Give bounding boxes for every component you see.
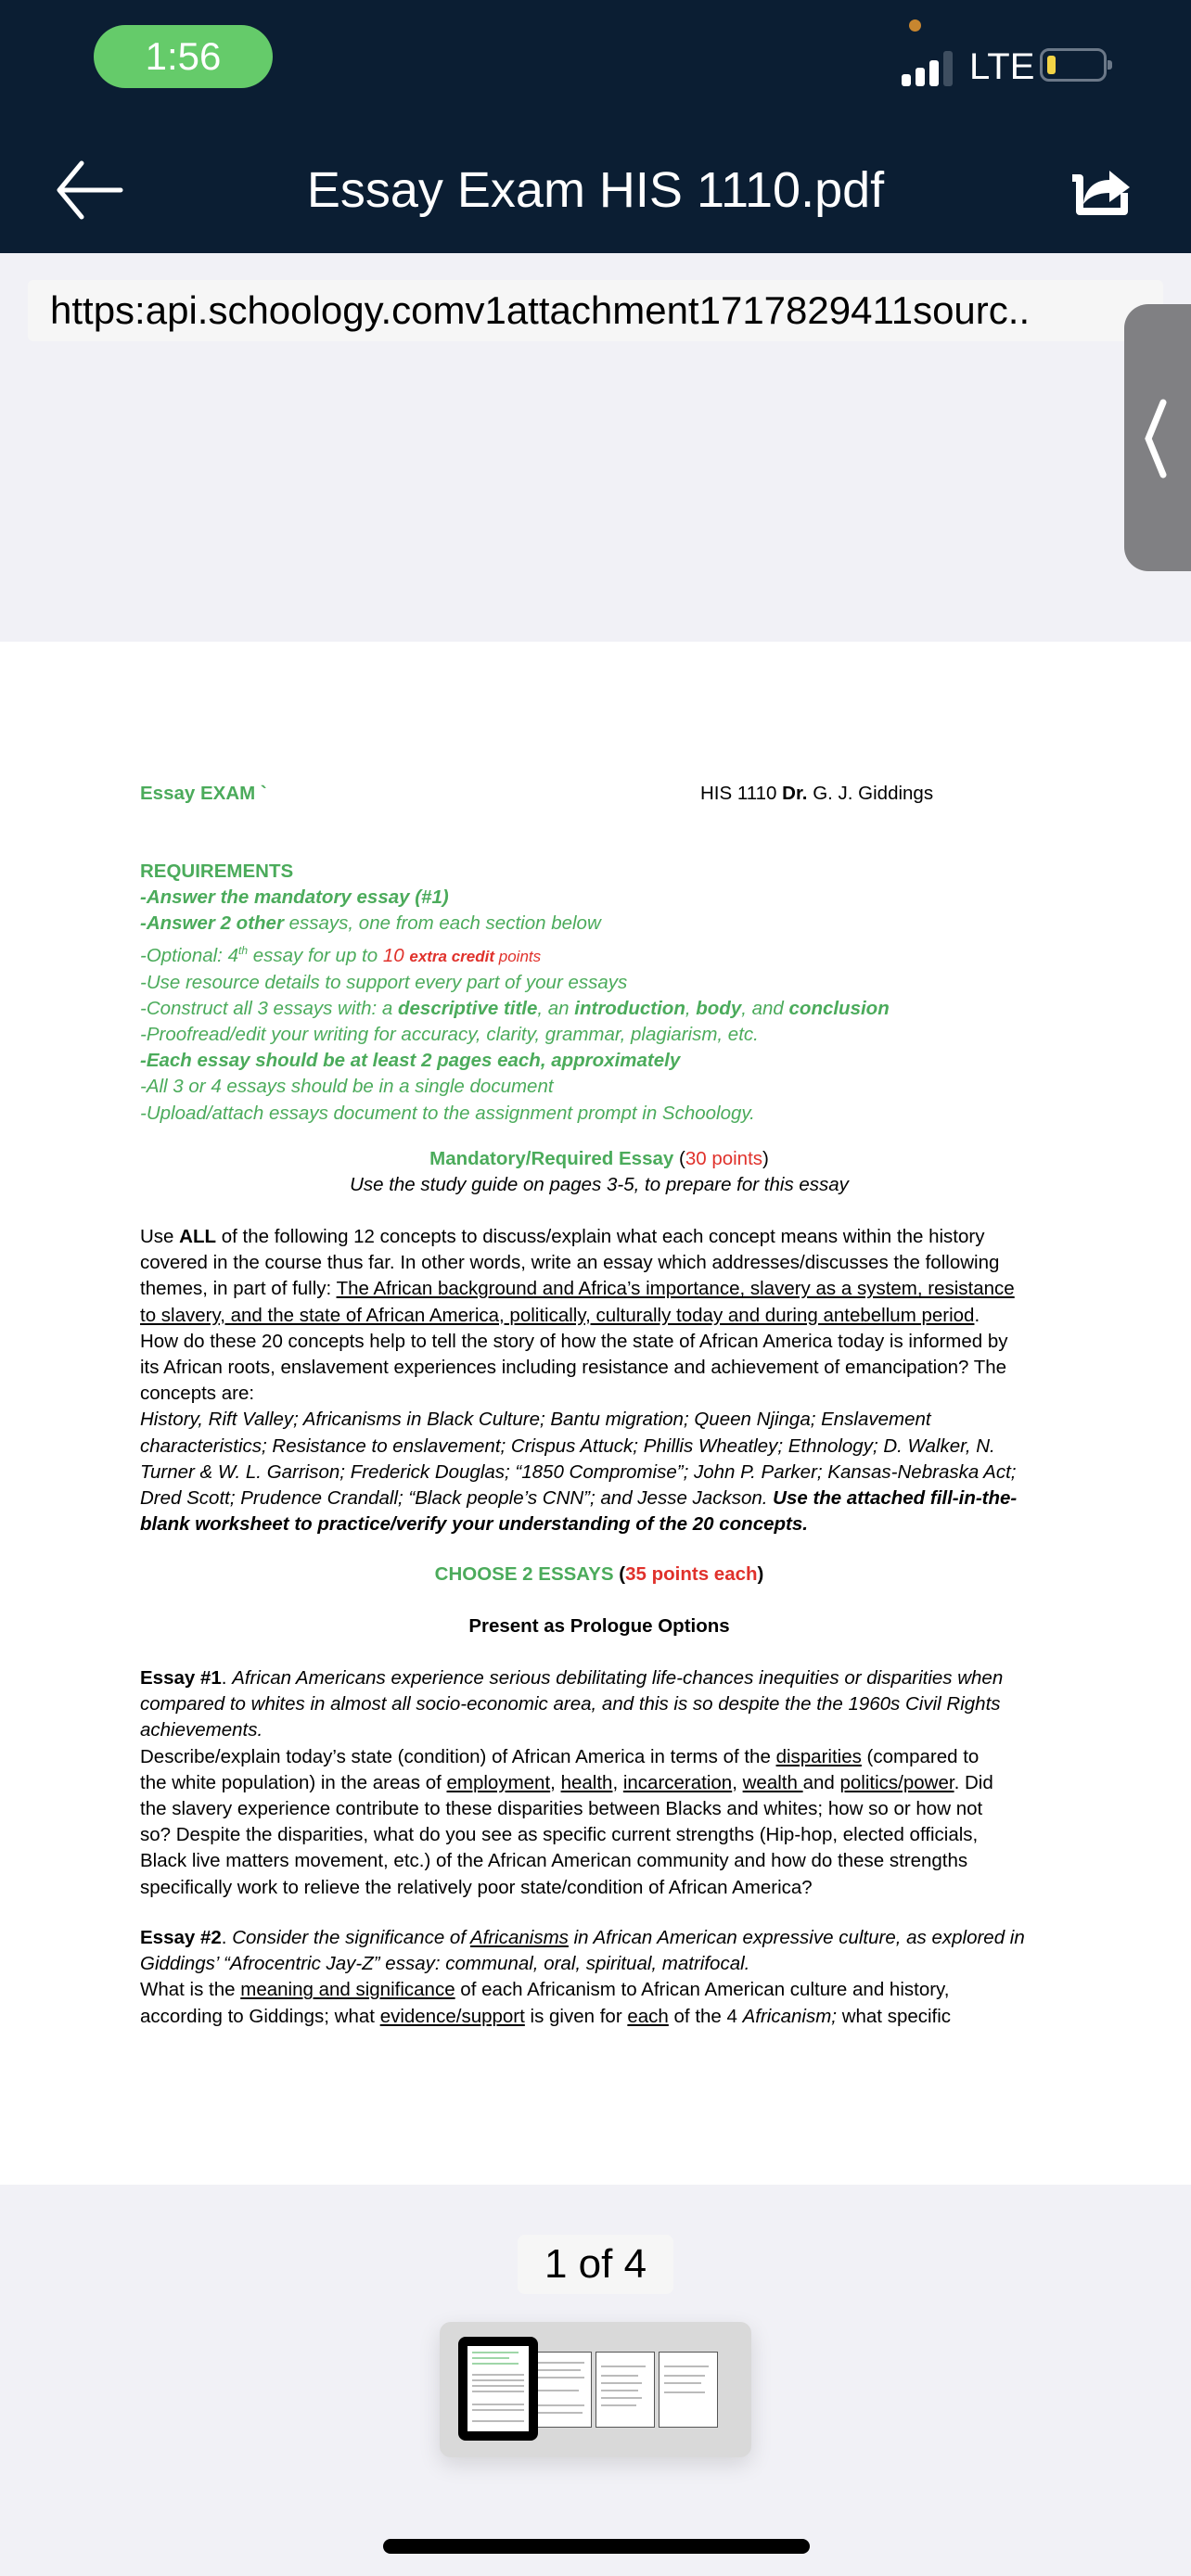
- text-segment: blank worksheet to practice/verify your understanding of the 20 concepts.: [140, 1513, 808, 1536]
- text-segment: .: [221, 1927, 233, 1948]
- instructor-name: G. J. Giddings: [807, 783, 934, 804]
- page-thumbnail-3[interactable]: [596, 2352, 655, 2428]
- text-segment: the slavery experience contribute to these disparities between Blacks and whites; how so or how not: [140, 1798, 983, 1820]
- text-segment: compared to whites in almost all socio-economic area, and this is so despite the the 1960s Civil Rights: [140, 1693, 1001, 1715]
- course-info: [700, 781, 933, 807]
- text-segment: -Optional: 4: [140, 944, 238, 966]
- requirement-item: -Answer the mandatory essay (#1): [140, 886, 449, 909]
- page-thumbnail-1-current[interactable]: [458, 2337, 538, 2441]
- text-segment: 35 points each: [625, 1563, 758, 1585]
- text-segment: the white population) in the areas of: [140, 1771, 447, 1793]
- text-segment: health: [560, 1771, 613, 1793]
- text-segment: Use: [140, 1226, 180, 1247]
- text-line: [601, 2375, 638, 2377]
- text-line: [472, 2404, 524, 2405]
- text-line: [472, 2391, 524, 2392]
- text-segment: Africanism;: [742, 2005, 837, 2027]
- text-line: [140, 1146, 1058, 1172]
- text-segment: -Construct all 3 essays with: a: [140, 997, 398, 1019]
- text-line: [140, 1303, 1058, 1329]
- text-line: [601, 2382, 642, 2384]
- text-line: the white population) in the areas of employment, health, incarceration, wealth and politics/power. Did: [140, 1771, 993, 1793]
- document-title: Essay Exam HIS 1110.pdf: [306, 162, 885, 218]
- text-segment: introduction: [574, 997, 685, 1019]
- text-line: [1108, 60, 1112, 70]
- text-segment: and: [802, 1771, 840, 1793]
- text-line: [472, 2357, 509, 2359]
- mandatory-paragraph: [140, 1224, 1058, 1537]
- text-line: [601, 2404, 636, 2406]
- chevron-left-icon: [1141, 397, 1169, 480]
- text-line: [601, 2390, 638, 2391]
- requirement-item: -All 3 or 4 essays should be in a single document: [140, 1076, 554, 1098]
- text-line: [140, 1224, 1058, 1250]
- top-bar: [0, 0, 1191, 253]
- text-line: [140, 1276, 1058, 1302]
- text-segment: Use the attached fill-in-the-: [773, 1487, 1018, 1510]
- text-segment: extra credit: [409, 947, 495, 965]
- text-line: [472, 2363, 519, 2365]
- choose-essays-heading: [140, 1562, 1058, 1588]
- text-line: [1047, 56, 1056, 74]
- text-line: [902, 74, 911, 86]
- requirement-item: [140, 911, 1058, 937]
- course-code: HIS 1110: [700, 783, 783, 804]
- text-segment: How do these 20 concepts help to tell the story of how the state of African America today is informed by: [140, 1330, 1008, 1352]
- text-segment: , and: [741, 997, 789, 1019]
- requirements-list: [140, 859, 1058, 1127]
- text-line: [916, 68, 925, 86]
- mandatory-section-heading: [140, 1146, 1058, 1198]
- text-segment: (compared to: [861, 1745, 980, 1767]
- text-line: [472, 2385, 524, 2387]
- pdf-page: [0, 642, 1191, 2185]
- text-segment: Giddings’ “Afrocentric Jay-Z” essay: communal, oral, spiritual, matrifocal.: [140, 1953, 750, 1975]
- text-segment: incarceration: [622, 1771, 733, 1793]
- requirement-item: -Upload/attach essays document to the assignment prompt in Schoology.: [140, 1102, 755, 1124]
- text-segment: Dred Scott; Prudence Crandall; “Black people’s CNN”; and Jesse Jackson.: [140, 1487, 774, 1510]
- requirement-item: -Use resource details to support every part of your essays: [140, 971, 628, 993]
- requirement-item: [140, 996, 1058, 1022]
- status-time: 1:56: [94, 25, 273, 88]
- text-segment: disparities: [775, 1745, 862, 1767]
- text-line: [538, 2377, 584, 2378]
- text-segment: Consider the significance of: [232, 1927, 470, 1948]
- text-line: [943, 51, 953, 86]
- concepts-list: History, Rift Valley; Africanisms in Black Culture; Bantu migration; Queen Njinga; Enslavement: [140, 1409, 931, 1431]
- text-line: [664, 2366, 709, 2367]
- exam-title: Essay EXAM `: [140, 783, 267, 804]
- text-segment: 10: [382, 944, 410, 966]
- text-segment: (: [673, 1148, 685, 1169]
- text-segment: ): [762, 1148, 769, 1169]
- text-segment: , an: [537, 997, 575, 1019]
- text-segment: Africanisms: [469, 1927, 569, 1948]
- text-line: [140, 1925, 1058, 1951]
- page-thumbnail-4[interactable]: [659, 2352, 718, 2428]
- text-segment: concepts are:: [140, 1383, 255, 1405]
- text-segment: points: [494, 947, 542, 965]
- text-segment: th: [237, 943, 248, 957]
- home-indicator[interactable]: [383, 2539, 810, 2554]
- text-segment: (: [613, 1563, 626, 1585]
- text-segment: 30 points: [685, 1148, 763, 1169]
- battery-icon: [1040, 48, 1107, 82]
- text-segment: politics/power: [839, 1771, 954, 1793]
- text-segment: to slavery, and the state of African America, politically, culturally today and during antebellum period: [140, 1304, 975, 1326]
- text-line: [601, 2366, 646, 2367]
- network-label: LTE: [969, 46, 1035, 87]
- text-line: [140, 1486, 1058, 1511]
- text-line: [140, 1744, 1058, 1770]
- privacy-indicator-dot: [909, 19, 921, 32]
- text-segment: is given for: [524, 2005, 628, 2027]
- essay-1: [140, 1665, 1058, 1901]
- text-line: [664, 2382, 701, 2384]
- doc-header: [140, 781, 1058, 807]
- text-segment: of each Africanism to African American culture and history,: [455, 1979, 950, 2001]
- text-line: [664, 2391, 705, 2393]
- text-segment: ,: [685, 997, 697, 1019]
- text-segment: The African background and Africa’s importance, slavery as a system, resistance: [336, 1278, 1015, 1300]
- text-line: [472, 2409, 524, 2411]
- signal-icon: [902, 51, 953, 86]
- text-line: [140, 2004, 1058, 2030]
- text-segment: each: [627, 2005, 669, 2027]
- text-line: [472, 2420, 524, 2422]
- text-segment: in African American expressive culture, as explored in: [568, 1927, 1025, 1948]
- text-segment: specifically work to relieve the relatively poor state/condition of African America?: [140, 1876, 813, 1898]
- text-segment: .: [221, 1667, 233, 1689]
- text-segment: essay for up to: [248, 944, 383, 966]
- text-segment: evidence/support: [379, 2005, 525, 2027]
- text-segment: covered in the course thus far. In other words, write an essay which addresses/discusses the following: [140, 1252, 1000, 1274]
- text-line: [538, 2362, 584, 2364]
- text-line: [472, 2379, 524, 2381]
- text-segment: Essay #1: [140, 1667, 222, 1689]
- dr-label: Dr.: [782, 783, 808, 804]
- text-line: [664, 2375, 705, 2377]
- text-line: [140, 1562, 1058, 1588]
- text-segment: according to Giddings; what: [140, 2005, 380, 2027]
- requirement-item: -Each essay should be at least 2 pages each, approximately: [140, 1050, 681, 1072]
- text-segment: essays, one from each section below: [283, 912, 601, 935]
- text-line: [538, 2390, 579, 2391]
- text-segment: meaning and significance: [240, 1979, 455, 2001]
- text-segment: ): [757, 1563, 764, 1585]
- text-segment: its African roots, enslavement experiences including resistance and achievement of emancipation? The: [140, 1357, 1007, 1379]
- text-segment: wealth: [742, 1771, 803, 1793]
- text-line: [472, 2374, 524, 2376]
- text-segment: Black live matters movement, etc.) of the African American community and how do these strengths: [140, 1850, 968, 1872]
- text-segment: characteristics; Resistance to enslavement; Crispus Attuck; Phillis Wheatley; Ethnology; D. Walker, N.: [140, 1435, 995, 1457]
- text-line: [472, 2352, 519, 2353]
- requirement-item: [140, 937, 1058, 970]
- text-line: [538, 2404, 584, 2406]
- text-segment: achievements.: [140, 1719, 263, 1741]
- prologue-heading: Present as Prologue Options: [468, 1615, 730, 1637]
- text-segment: employment: [446, 1771, 551, 1793]
- text-segment: of the 4: [668, 2005, 743, 2027]
- text-segment: body: [696, 997, 742, 1019]
- text-segment: . Did: [954, 1771, 993, 1793]
- url-bar[interactable]: https:api.schoology.comv1attachment1717829411sourc..: [28, 280, 1163, 341]
- text-segment: What is the: [140, 1979, 241, 2001]
- text-segment: descriptive title: [398, 997, 538, 1019]
- requirement-item: -Proofread/edit your writing for accuracy, clarity, grammar, plagiarism, etc.: [140, 1024, 759, 1046]
- text-segment: African Americans experience serious debilitating life-chances inequities or disparities when: [232, 1667, 1004, 1689]
- page-indicator: 1 of 4: [518, 2235, 673, 2294]
- text-segment: Essay #2: [140, 1927, 222, 1948]
- text-segment: conclusion: [788, 997, 890, 1019]
- mandatory-subtitle: Use the study guide on pages 3-5, to prepare for this essay: [350, 1174, 849, 1196]
- text-segment: of the following 12 concepts to discuss/explain what each concept means within the history: [216, 1226, 985, 1247]
- text-segment: .: [974, 1304, 980, 1326]
- page-thumbnail-strip[interactable]: [440, 2322, 751, 2457]
- text-segment: Turner & W. L. Garrison; Frederick Douglas; “1850 Compromise”; John P. Parker; Kansas-Nebraska Act;: [140, 1460, 1017, 1483]
- text-segment: CHOOSE 2 ESSAYS: [434, 1563, 614, 1585]
- text-segment: so? Despite the disparities, what do you see as specific current strengths (Hip-hop, elected officials,: [140, 1824, 979, 1846]
- text-segment: ALL: [179, 1226, 217, 1247]
- text-segment: themes, in part of fully:: [140, 1278, 337, 1300]
- text-line: [538, 2412, 583, 2414]
- text-segment: what specific: [837, 2005, 952, 2027]
- text-segment: Mandatory/Required Essay: [429, 1148, 674, 1169]
- text-segment: Describe/explain today’s state (condition) of African America in terms of the: [140, 1745, 776, 1767]
- text-line: [601, 2397, 642, 2399]
- share-icon[interactable]: [1067, 159, 1133, 221]
- text-line: [140, 1977, 1058, 2003]
- text-line: [538, 2369, 581, 2371]
- side-panel-handle[interactable]: [1124, 304, 1191, 571]
- page-thumbnail-2[interactable]: [532, 2352, 592, 2428]
- requirements-title: REQUIREMENTS: [140, 861, 294, 882]
- text-segment: -Answer 2 other: [140, 912, 284, 935]
- essay-2: [140, 1925, 1058, 2030]
- text-line: [929, 60, 939, 86]
- text-line: [140, 1665, 1058, 1691]
